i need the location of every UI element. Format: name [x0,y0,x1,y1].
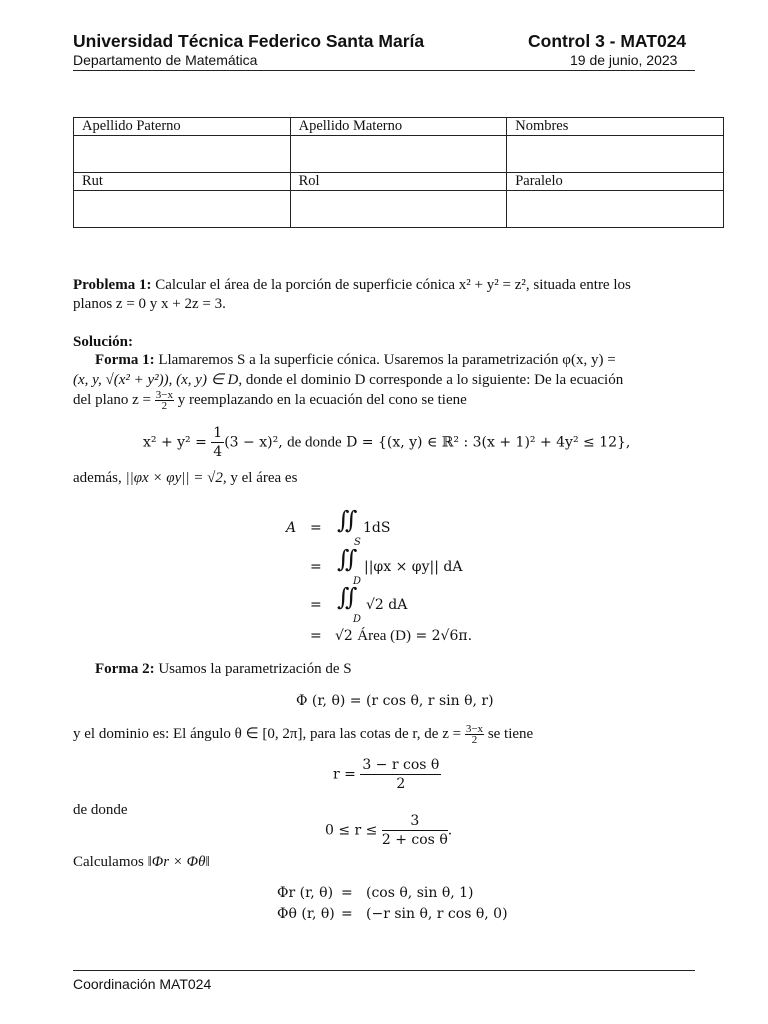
quarter-num: 1 [213,425,223,441]
university-title: Universidad Técnica Federico Santa María [73,31,425,51]
double-integral-2: ∬ [337,545,358,573]
de-donde: de donde [73,802,128,818]
problem-line-1 [73,276,631,295]
department-name: Departamento de Matemática [73,52,258,68]
ademas-c: y el área es [230,470,298,486]
eq1-text: de donde [287,434,342,451]
label-rut: Rut [74,173,291,191]
footer-rule [73,970,695,971]
header-rule [73,70,695,71]
label-apellido-paterno: Apellido Paterno [74,118,291,136]
area-row-4-sqrt: √2 [335,628,353,644]
field-paralelo[interactable] [507,191,724,228]
int-sub-D-1: D [353,576,362,587]
int-sub-D-2: D [353,614,362,625]
field-apellido-materno[interactable] [290,136,507,173]
calculamos-line [73,853,210,872]
ademas-a: además, [73,470,122,486]
label-paralelo: Paralelo [507,173,724,191]
z-fraction-2 [465,724,484,745]
forma1-line-1 [95,351,616,370]
r-eq-fraction [360,756,441,793]
phir-right: (cos θ, sin θ, 1) [366,885,474,901]
phit-left: Φθ (r, θ) [277,906,335,922]
forma1-param: (x, y, √(x² + y²)), (x, y) ∈ D [73,372,239,388]
area-eq-sign-4: = [310,628,322,644]
forma2-line [95,660,352,679]
phit-eq: = [341,906,353,922]
z-fraction [155,390,174,411]
field-apellido-paterno[interactable] [74,136,291,173]
dominio-line [73,724,533,745]
calc-b: ‖Φr × Φθ‖ [147,854,210,870]
z-fraction-num: 3−x [155,389,173,401]
problem-line-2: planos z = 0 y x + 2z = 3. [73,296,226,312]
solution-label: Solución: [73,334,134,350]
area-row-2: ||φx × φy|| dA [364,559,463,575]
problem-label: Problema 1: [73,277,152,293]
field-nombres[interactable] [507,136,724,173]
forma1-text-3b: y reemplazando en la ecuación del cono se tiene [177,391,467,408]
area-eq-sign-2: = [310,559,322,575]
double-integral-1: ∬ [337,506,358,534]
area-row-1: 1dS [363,520,391,536]
forma1-text-1: Llamaremos S a la superficie cónica. Usaremos la parametrización φ(x, y) = [158,352,616,368]
area-row-4-text: Área (D) [357,628,411,644]
forma2-text: Usamos la parametrización de S [158,661,352,677]
phit-right: (−r sin θ, r cos θ, 0) [366,906,508,922]
z-fraction-2-num: 3−x [465,723,484,735]
area-symbol-A: A [286,520,297,536]
problem-text-1: Calcular el área de la porción de superficie cónica x² + y² = z², situada entre los [155,277,631,293]
label-apellido-materno: Apellido Materno [290,118,507,136]
eq1-left: x² + y² = [143,434,207,451]
equation-cone-domain [143,424,630,461]
double-integral-3: ∬ [337,583,358,611]
forma1-line-2 [73,371,623,390]
forma1-line-3 [73,390,467,411]
area-row-4-result: = 2√6π. [415,628,473,644]
phir-left: Φr (r, θ) [277,885,334,901]
exam-date: 19 de junio, 2023 [570,52,678,68]
dominio-a: y el dominio es: El ángulo θ ∈ [0, 2π], para las cotas de r, de z = [73,725,462,742]
quarter-den: 4 [213,444,223,460]
dominio-b: se tiene [487,725,534,742]
area-eq-sign-1: = [310,520,322,536]
footer-text: Coordinación MAT024 [73,976,212,992]
area-eq-sign-3: = [310,597,322,613]
label-nombres: Nombres [507,118,724,136]
int-sub-S: S [354,537,361,548]
ademas-b: ||φx × φy|| = √2, [125,470,227,486]
label-rol: Rol [290,173,507,191]
field-rut[interactable] [74,191,291,228]
z-fraction-den: 2 [161,400,168,412]
area-row-3: √2 dA [366,597,408,613]
ademas-line [73,469,297,488]
area-row-4 [335,628,472,645]
field-rol[interactable] [290,191,507,228]
quarter-fraction [211,424,224,461]
forma1-label: Forma 1: [95,352,155,368]
r-eq-num: 3 − r cos θ [362,757,440,773]
student-info-table [73,117,724,228]
ineq-num: 3 [382,812,448,831]
phi-parametrization: Φ (r, θ) = (r cos θ, r sin θ, r) [296,693,494,709]
eq1-mid: (3 − x)², [224,434,283,451]
phir-eq: = [341,885,353,901]
eq1-set: D = {(x, y) ∈ ℝ² : 3(x + 1)² + 4y² ≤ 12}, [346,434,631,451]
ineq-fraction [382,812,448,849]
calc-a: Calculamos [73,854,144,870]
r-equation [333,756,441,793]
forma2-label: Forma 2: [95,661,155,677]
ineq-den: 2 + cos θ [381,832,448,848]
z-fraction-2-den: 2 [471,734,478,746]
r-eq-den: 2 [396,776,406,792]
course-title: Control 3 - MAT024 [528,31,687,51]
ineq-left: 0 ≤ r ≤ [325,822,378,839]
r-inequality: 0 ≤ r ≤ $\frac{3}{\text{2 + cos θ}}$ . [325,813,453,848]
r-eq-left: r = [333,766,356,783]
forma1-text-3a: del plano z = [73,391,152,408]
forma1-text-2: , donde el dominio D corresponde a lo siguiente: De la ecuación [238,372,624,388]
